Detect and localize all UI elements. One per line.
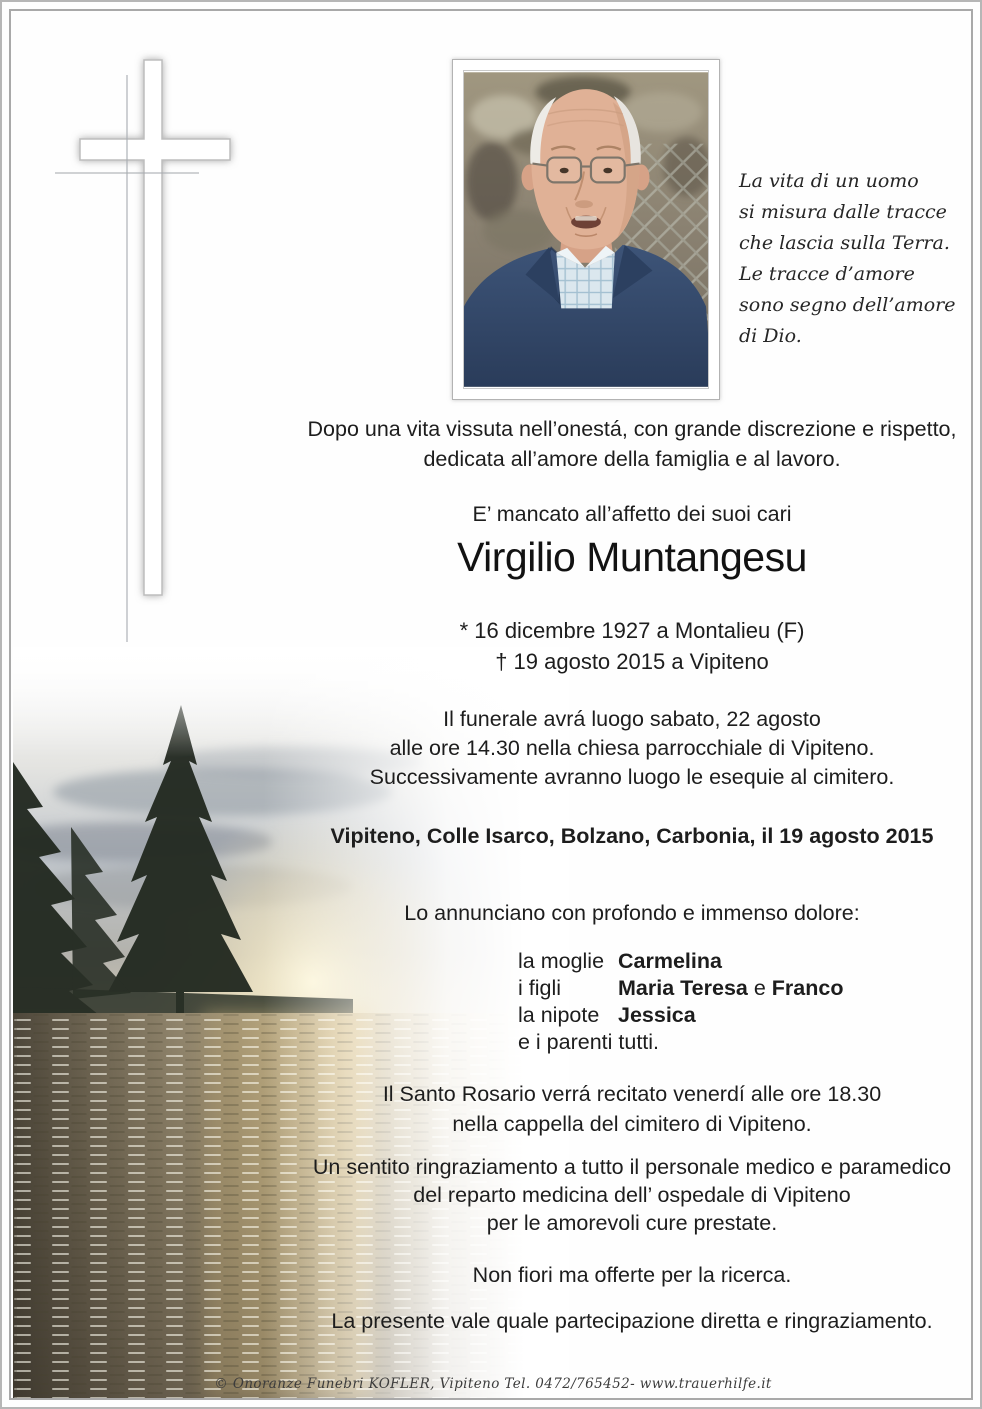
- poem-line: sono segno dell’amore di Dio.: [739, 294, 956, 347]
- birth-death-dates: [282, 615, 982, 677]
- family-row: [518, 1002, 948, 1029]
- family-relation: la moglie: [518, 949, 605, 973]
- funeral-line: alle ore 14.30 nella chiesa parrocchiale di Vipiteno.: [389, 736, 875, 760]
- poem-line: Le tracce d’amore: [739, 263, 915, 285]
- family-names: e i parenti tutti.: [518, 1030, 660, 1054]
- thanks-line: del reparto medicina dell’ ospedale di Vipiteno: [413, 1183, 851, 1207]
- family-relation: la nipote: [518, 1003, 600, 1027]
- poem-line: si misura dalle tracce: [739, 201, 947, 223]
- memorial-photo: [463, 70, 709, 389]
- intro-line: Dopo una vita vissuta nell’onestá, con grande discrezione e rispetto,: [307, 417, 957, 441]
- memorial-photo-frame: [452, 59, 720, 400]
- funeral-line: Successivamente avranno luogo le esequie al cimitero.: [369, 765, 895, 789]
- poem-text: [739, 166, 979, 352]
- family-row: [518, 1029, 948, 1056]
- mourning-intro: Lo annunciano con profondo e immenso dolore:: [404, 901, 860, 925]
- participation-note: La presente vale quale partecipazione diretta e ringraziamento.: [331, 1309, 933, 1333]
- intro-paragraph: [282, 414, 982, 474]
- funeral-home-credit: © Onoranze Funebri KOFLER, Vipiteno Tel. 0472/765452- www.trauerhilfe.it: [214, 1376, 772, 1392]
- family-row: [518, 948, 948, 975]
- deceased-name: Virgilio Muntangesu: [457, 534, 807, 580]
- family-relation: i figli: [518, 976, 562, 1000]
- death-announcement-lead: E’ mancato all’affetto dei suoi cari: [472, 502, 792, 526]
- funeral-line: Il funerale avrá luogo sabato, 22 agosto: [443, 707, 821, 731]
- family-list: [518, 948, 948, 1056]
- thanks-paragraph: [282, 1153, 982, 1237]
- death-date: † 19 agosto 2015 a Vipiteno: [495, 649, 769, 674]
- rosary-details: [282, 1079, 982, 1139]
- poem-line: che lascia sulla Terra.: [739, 232, 950, 254]
- rosary-line: nella cappella del cimitero di Vipiteno.: [452, 1112, 812, 1136]
- birth-date: * 16 dicembre 1927 a Montalieu (F): [459, 618, 805, 643]
- flowers-note: Non fiori ma offerte per la ricerca.: [472, 1263, 792, 1287]
- intro-line: dedicata all’amore della famiglia e al lavoro.: [423, 447, 841, 471]
- poem-line: La vita di un uomo: [739, 170, 919, 192]
- family-names: Carmelina: [618, 949, 722, 973]
- family-names: Maria Teresa e Franco: [618, 976, 844, 1000]
- rosary-line: Il Santo Rosario verrá recitato venerdí alle ore 18.30: [382, 1082, 882, 1106]
- latin-cross-shape: [80, 60, 230, 595]
- family-row: [518, 975, 948, 1002]
- thanks-line: per le amorevoli cure prestate.: [486, 1211, 778, 1235]
- funeral-details: [282, 705, 982, 792]
- portrait-illustration: [464, 71, 708, 388]
- cross-icon: [47, 50, 247, 650]
- thanks-line: Un sentito ringraziamento a tutto il personale medico e paramedico: [312, 1155, 952, 1179]
- family-names: Jessica: [618, 1003, 696, 1027]
- cities-date-line: Vipiteno, Colle Isarco, Bolzano, Carbonia, il 19 agosto 2015: [330, 824, 934, 848]
